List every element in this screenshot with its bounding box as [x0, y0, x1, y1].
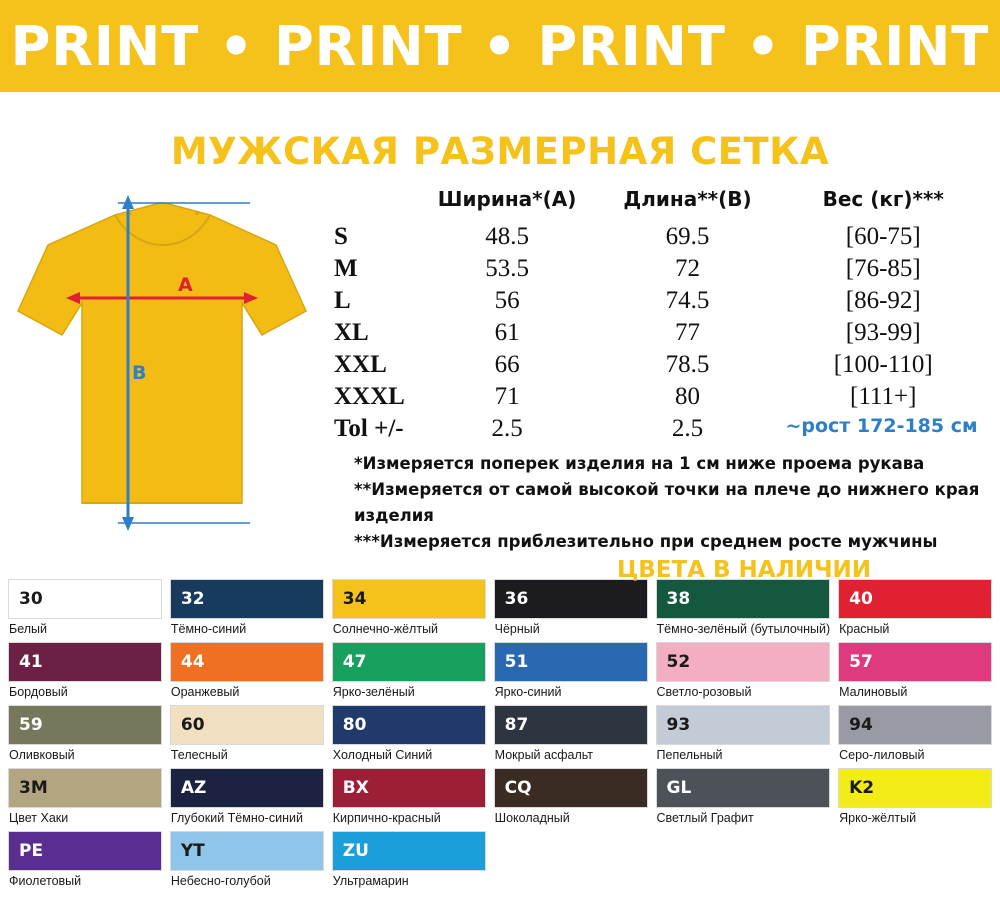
- swatch-code: 44: [180, 652, 205, 672]
- swatch-color[interactable]: [494, 642, 648, 682]
- cell-width: 66: [494, 351, 520, 378]
- banner-text: PRINT • PRINT • PRINT • PRINT: [10, 14, 990, 78]
- swatch-name: Ярко-жёлтый: [839, 811, 917, 825]
- swatch-color[interactable]: [332, 705, 486, 745]
- swatch-name: Чёрный: [494, 622, 540, 636]
- swatch-color[interactable]: [332, 831, 486, 871]
- swatch-name: Оранжевый: [170, 685, 240, 699]
- growth-note: ~рост 172-185 см: [785, 415, 978, 437]
- swatch-item[interactable]: [8, 642, 162, 699]
- swatch-code: BX: [342, 778, 369, 798]
- swatch-code: ZU: [342, 841, 369, 861]
- cell-weight: [93-99]: [845, 319, 921, 346]
- swatch-code: 32: [180, 589, 205, 609]
- swatch-color[interactable]: [494, 705, 648, 745]
- table-row: [318, 221, 990, 253]
- cell-size: Tol +/-: [334, 415, 404, 442]
- swatch-color[interactable]: [332, 768, 486, 808]
- table-row: [318, 285, 990, 317]
- swatch-name: Фиолетовый: [9, 874, 82, 888]
- swatch-code: 60: [180, 715, 205, 735]
- swatch-code: 30: [19, 589, 43, 609]
- swatch-code: K2: [849, 778, 875, 798]
- cell-length: 69.5: [665, 223, 710, 250]
- swatch-name: Холодный Синий: [332, 748, 433, 762]
- swatch-name: Шоколадный: [494, 811, 570, 825]
- swatch-name: Цвет Хаки: [9, 811, 69, 825]
- col-header-weight: Вес (кг)***: [822, 187, 944, 211]
- cell-size: XXXL: [334, 383, 405, 410]
- page-title: МУЖСКАЯ РАЗМЕРНАЯ СЕТКА: [170, 130, 830, 173]
- col-header-size: [318, 187, 416, 221]
- swatch-name: Небесно-голубой: [170, 874, 271, 888]
- swatch-item[interactable]: [170, 831, 324, 888]
- swatch-name: Светло-розовый: [656, 685, 752, 699]
- swatch-code: 57: [849, 652, 873, 672]
- table-row: [318, 253, 990, 285]
- cell-weight: [60-75]: [845, 223, 921, 250]
- cell-size: L: [334, 287, 351, 314]
- swatch-name: Оливковый: [9, 748, 75, 762]
- length-marker-label: B: [132, 362, 147, 384]
- swatch-item[interactable]: [838, 579, 992, 636]
- cell-width: 48.5: [485, 223, 529, 250]
- swatch-color[interactable]: [656, 768, 831, 808]
- swatch-item[interactable]: [494, 705, 648, 762]
- swatch-name: Кирпично-красный: [332, 811, 441, 825]
- swatch-item[interactable]: [656, 579, 831, 636]
- swatch-code: PE: [19, 841, 44, 861]
- colors-section-title: ЦВЕТА В НАЛИЧИИ: [616, 557, 872, 583]
- col-header-length: Длина**(B): [623, 187, 752, 211]
- cell-width: 2.5: [491, 415, 523, 442]
- color-swatch-grid: [8, 579, 992, 894]
- table-header-row: [318, 187, 990, 221]
- swatch-code: AZ: [180, 778, 207, 798]
- tshirt-illustration: [18, 203, 306, 503]
- swatch-name: Ярко-синий: [494, 685, 562, 699]
- swatch-name: Тёмно-синий: [170, 622, 247, 636]
- swatch-code: 59: [19, 715, 43, 735]
- swatch-color[interactable]: [838, 768, 992, 808]
- cell-weight: [111+]: [850, 383, 917, 410]
- swatch-item[interactable]: [8, 831, 162, 888]
- swatch-name: Светлый Графит: [656, 811, 754, 825]
- swatch-code: 52: [666, 652, 691, 672]
- swatch-name: Белый: [9, 622, 48, 636]
- swatch-color[interactable]: [8, 642, 162, 682]
- swatch-item[interactable]: [838, 705, 992, 762]
- swatch-name: Ультрамарин: [332, 874, 409, 888]
- swatch-color[interactable]: [656, 642, 831, 682]
- swatch-code: 34: [342, 589, 367, 609]
- swatch-item[interactable]: [838, 768, 992, 825]
- cell-width: 56: [494, 287, 520, 314]
- swatch-code: 80: [342, 715, 367, 735]
- swatch-item[interactable]: [170, 642, 324, 699]
- swatch-code: 51: [504, 652, 529, 672]
- cell-length: 74.5: [665, 287, 710, 314]
- swatch-color[interactable]: [332, 579, 486, 619]
- swatch-color[interactable]: [656, 705, 831, 745]
- note-width: *Измеряется поперек изделия на 1 см ниже проема рукава: [354, 454, 925, 473]
- swatch-code: CQ: [504, 778, 532, 798]
- cell-weight: [100-110]: [833, 351, 933, 378]
- swatch-name: Пепельный: [656, 748, 723, 762]
- table-row: [318, 317, 990, 349]
- swatch-name: Мокрый асфальт: [494, 748, 593, 762]
- swatch-code: 41: [19, 652, 43, 672]
- cell-weight: [76-85]: [845, 255, 921, 282]
- cell-length: 80: [675, 383, 701, 410]
- swatch-color[interactable]: [838, 642, 992, 682]
- swatch-name: Бордовый: [9, 685, 68, 699]
- swatch-item[interactable]: [656, 642, 831, 699]
- swatch-code: 36: [504, 589, 529, 609]
- swatch-color[interactable]: [170, 768, 324, 808]
- swatch-item[interactable]: [332, 642, 486, 699]
- size-table: [318, 187, 990, 445]
- swatch-item[interactable]: [332, 705, 486, 762]
- swatch-name: Малиновый: [839, 685, 908, 699]
- cell-size: M: [334, 255, 358, 282]
- swatch-color[interactable]: [8, 705, 162, 745]
- swatch-color[interactable]: [494, 768, 648, 808]
- swatch-color[interactable]: [494, 579, 648, 619]
- swatch-item[interactable]: [656, 705, 831, 762]
- swatch-color[interactable]: [332, 642, 486, 682]
- swatch-item[interactable]: [656, 768, 831, 825]
- swatch-item[interactable]: [494, 579, 648, 636]
- swatch-color[interactable]: [8, 831, 162, 871]
- swatch-code: YT: [180, 841, 205, 861]
- swatch-item[interactable]: [332, 768, 486, 825]
- swatch-code: 93: [666, 715, 691, 735]
- swatch-code: GL: [666, 778, 692, 798]
- swatch-item[interactable]: [494, 768, 648, 825]
- cell-width: 71: [494, 383, 520, 410]
- swatch-item[interactable]: [170, 768, 324, 825]
- size-table-wrap: [318, 187, 990, 583]
- cell-length: 72: [675, 255, 701, 282]
- swatch-item[interactable]: [332, 579, 486, 636]
- swatch-name: Красный: [839, 622, 890, 636]
- swatch-name: Тёмно-зелёный (бутылочный): [656, 622, 831, 636]
- note-weight: ***Измеряется приблезительно при среднем росте мужчины: [354, 532, 938, 551]
- swatch-code: 87: [504, 715, 529, 735]
- swatch-name: Глубокий Тёмно-синий: [170, 811, 303, 825]
- swatch-color[interactable]: [170, 831, 324, 871]
- top-banner: [0, 0, 1000, 92]
- swatch-name: Телесный: [170, 748, 228, 762]
- swatch-code: 47: [342, 652, 367, 672]
- swatch-code: 40: [849, 589, 873, 609]
- tshirt-diagram: [10, 183, 330, 553]
- cell-width: 53.5: [485, 255, 529, 282]
- main-content: [0, 183, 1000, 583]
- cell-length: 78.5: [665, 351, 710, 378]
- cell-size: XL: [334, 319, 369, 346]
- cell-length: 2.5: [671, 415, 704, 442]
- table-row: [318, 381, 990, 413]
- swatch-name: Серо-лиловый: [839, 748, 925, 762]
- swatch-color[interactable]: [170, 705, 324, 745]
- table-row: [318, 349, 990, 381]
- swatch-item[interactable]: [332, 831, 486, 888]
- swatch-code: 94: [849, 715, 873, 735]
- swatch-color[interactable]: [8, 579, 162, 619]
- swatch-color[interactable]: [170, 642, 324, 682]
- cell-size: XXL: [334, 351, 387, 378]
- cell-length: 77: [675, 319, 701, 346]
- col-header-width: Ширина*(A): [437, 187, 577, 211]
- swatch-item[interactable]: [8, 768, 162, 825]
- swatch-color[interactable]: [656, 579, 831, 619]
- cell-width: 61: [494, 319, 520, 346]
- swatch-color[interactable]: [170, 579, 324, 619]
- width-marker-label: A: [178, 274, 193, 296]
- swatch-item[interactable]: [8, 579, 162, 636]
- swatch-name: Солнечно-жёлтый: [332, 622, 439, 636]
- swatch-color[interactable]: [838, 579, 992, 619]
- swatch-name: Ярко-зелёный: [332, 685, 415, 699]
- swatch-item[interactable]: [170, 579, 324, 636]
- swatch-color[interactable]: [8, 768, 162, 808]
- swatch-item[interactable]: [838, 642, 992, 699]
- swatch-code: 38: [666, 589, 691, 609]
- swatch-item[interactable]: [8, 705, 162, 762]
- cell-weight: [86-92]: [845, 287, 921, 314]
- swatch-item[interactable]: [170, 705, 324, 762]
- swatch-code: 3M: [19, 778, 48, 798]
- note-length: **Измеряется от самой высокой точки на плече до нижнего края изделия: [354, 480, 980, 525]
- swatch-color[interactable]: [838, 705, 992, 745]
- measurement-notes: [354, 451, 990, 555]
- swatch-item[interactable]: [494, 642, 648, 699]
- cell-size: S: [334, 223, 348, 250]
